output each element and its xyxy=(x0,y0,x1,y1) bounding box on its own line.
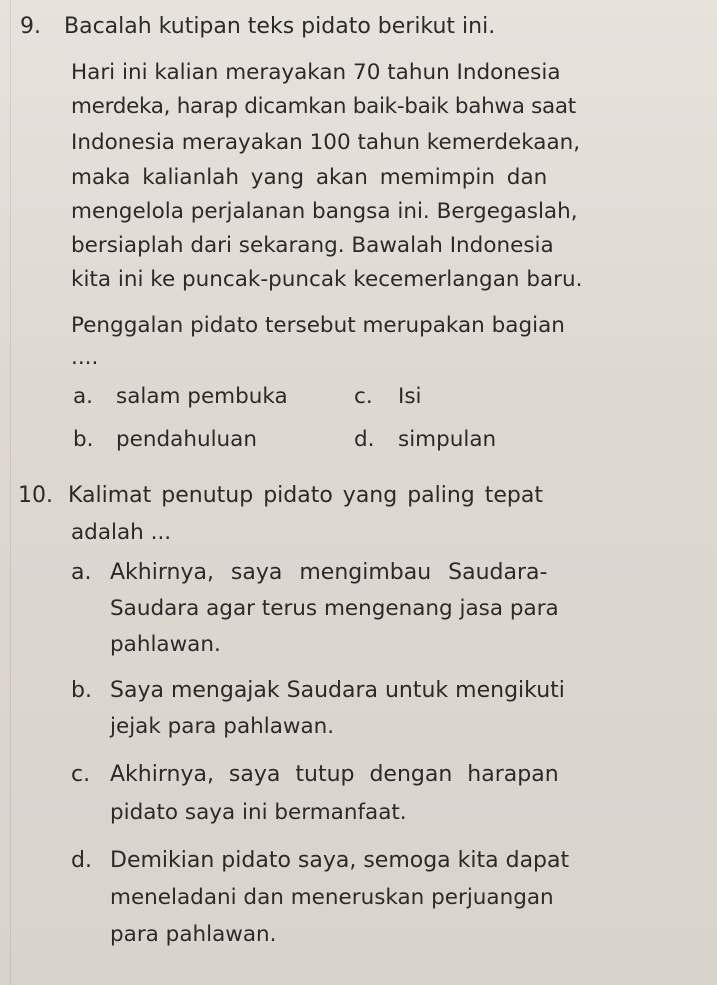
passage-line: kita ini ke puncak-puncak kecemerlangan baru. xyxy=(71,267,583,292)
option-d-text: simpulan xyxy=(398,427,497,452)
q10-option-c-line: pidato saya ini bermanfaat. xyxy=(110,800,407,825)
passage-line: merdeka, harap dicamkan baik-baik bahwa saat xyxy=(71,94,576,119)
option-d-letter: d. xyxy=(354,427,375,452)
question-10-number: 10. xyxy=(18,483,53,508)
option-b-letter: b. xyxy=(73,427,94,452)
q10-option-d-letter: d. xyxy=(71,848,92,873)
passage-line: Hari ini kalian merayakan 70 tahun Indonesia xyxy=(71,60,561,85)
question-10-prompt-cont: adalah ... xyxy=(71,520,172,545)
q10-option-b-letter: b. xyxy=(71,678,92,703)
question-9-blank: .... xyxy=(71,345,99,370)
passage-line: bersiaplah dari sekarang. Bawalah Indonesia xyxy=(71,233,554,258)
q10-option-d-line: Demikian pidato saya, semoga kita dapat xyxy=(110,848,570,873)
question-10-prompt: Kalimat penutup pidato yang paling tepat xyxy=(68,483,544,508)
q10-option-c-line: Akhirnya, saya tutup dengan harapan xyxy=(110,762,559,787)
q10-option-a-line: pahlawan. xyxy=(110,632,221,657)
q10-option-a-line: Saudara agar terus mengenang jasa para xyxy=(110,596,559,621)
option-c-text: Isi xyxy=(398,384,422,409)
question-9-prompt: Bacalah kutipan teks pidato berikut ini. xyxy=(64,14,496,39)
question-9-text: Penggalan pidato tersebut merupakan bagian xyxy=(71,313,565,338)
q10-option-a-letter: a. xyxy=(71,560,92,585)
option-a-text: salam pembuka xyxy=(116,384,288,409)
question-9-number: 9. xyxy=(20,14,41,39)
option-a-letter: a. xyxy=(73,384,94,409)
q10-option-c-letter: c. xyxy=(71,762,91,787)
q10-option-b-line: Saya mengajak Saudara untuk mengikuti xyxy=(110,678,565,703)
option-c-letter: c. xyxy=(354,384,373,409)
passage-line: maka kalianlah yang akan memimpin dan xyxy=(71,165,548,190)
margin-line xyxy=(10,0,11,985)
passage-line: mengelola perjalanan bangsa ini. Bergegaslah, xyxy=(71,199,578,224)
q10-option-a-line: Akhirnya, saya mengimbau Saudara- xyxy=(110,560,548,585)
q10-option-d-line: para pahlawan. xyxy=(110,922,277,947)
q10-option-b-line: jejak para pahlawan. xyxy=(110,714,335,739)
q10-option-d-line: meneladani dan meneruskan perjuangan xyxy=(110,885,554,910)
option-b-text: pendahuluan xyxy=(116,427,257,452)
passage-line: Indonesia merayakan 100 tahun kemerdekaan, xyxy=(71,130,581,155)
